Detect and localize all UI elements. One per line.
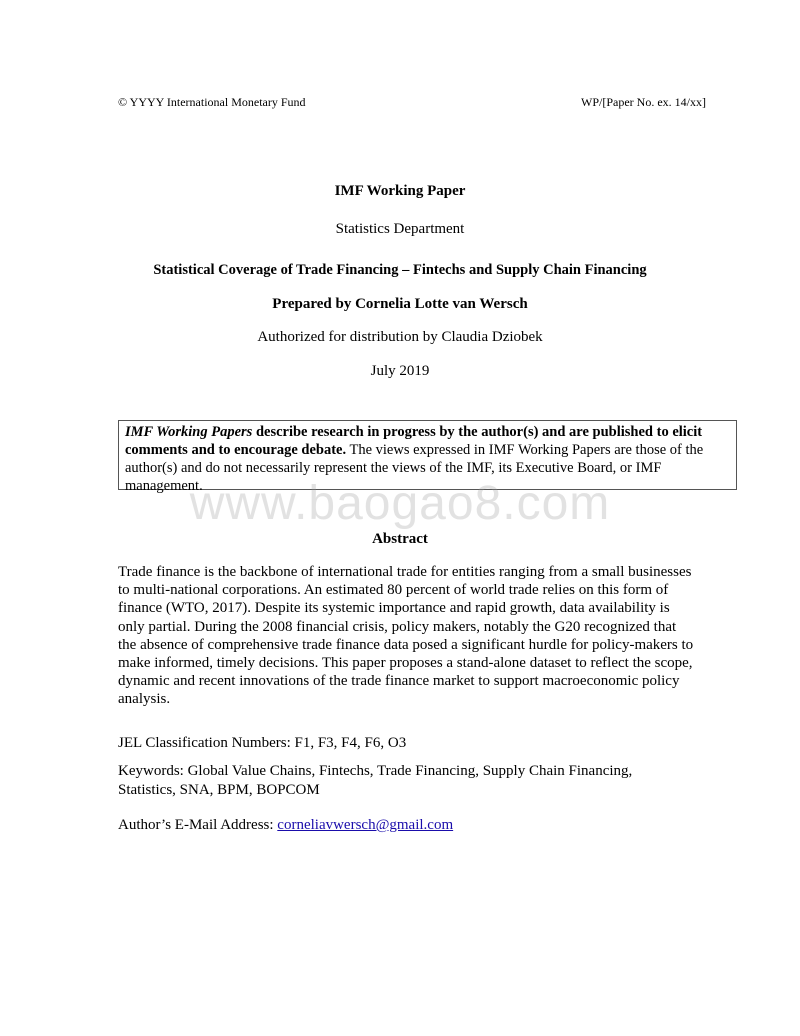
publication-date: July 2019 <box>370 363 430 379</box>
author-email-line <box>118 817 453 834</box>
jel-classification: JEL Classification Numbers: F1, F3, F4, F6, O3 <box>118 735 407 751</box>
abstract-heading: Abstract <box>372 531 428 547</box>
paper-number: WP/[Paper No. ex. 14/xx] <box>581 95 706 109</box>
keywords: Keywords: Global Value Chains, Fintechs, Trade Financing, Supply Chain Financing, Statistics, SNA, BPM, BOPCOM <box>118 763 633 798</box>
author-email-link[interactable]: corneliavwersch@gmail.com <box>277 817 454 833</box>
email-label: Author’s E-Mail Address: <box>118 817 278 833</box>
abstract-body: Trade finance is the backbone of international trade for entities ranging from a small businesses to multi-national corporations. An estimated 80 percent of world trade relies on this form of finance (WTO, 2017). Despite its systemic importance and rapid growth, data availability is only partial. During the 2008 financial crisis, policy makers, notably the G20 recognized that the absence of comprehensive trade finance data posed a significant hurdle for policy-makers to make informed, timely decisions. This paper proposes a stand-alone dataset to reflect the scope, dynamic and recent innovations of the trade finance market to support macroeconomic policy analysis. <box>118 564 694 708</box>
authorization-line: Authorized for distribution by Claudia Dziobek <box>257 329 543 345</box>
paper-series: IMF Working Paper <box>334 183 466 199</box>
disclaimer-italic-lead: IMF Working Papers <box>125 424 253 440</box>
disclaimer-text: The views expressed in IMF Working Papers are those of the author(s) and do not necessarily represent the views of the IMF, its Executive Board, or IMF management. <box>125 442 704 494</box>
department: Statistics Department <box>335 221 465 237</box>
disclaimer-bold-text: describe research in progress by the author(s) and are published to elicit comments and to encourage debate. <box>125 424 703 458</box>
copyright-notice: © YYYY International Monetary Fund <box>118 95 306 109</box>
watermark: www.baogao8.com <box>189 477 611 530</box>
author-line: Prepared by Cornelia Lotte van Wersch <box>272 296 528 312</box>
paper-title: Statistical Coverage of Trade Financing – Fintechs and Supply Chain Financing <box>153 262 647 278</box>
